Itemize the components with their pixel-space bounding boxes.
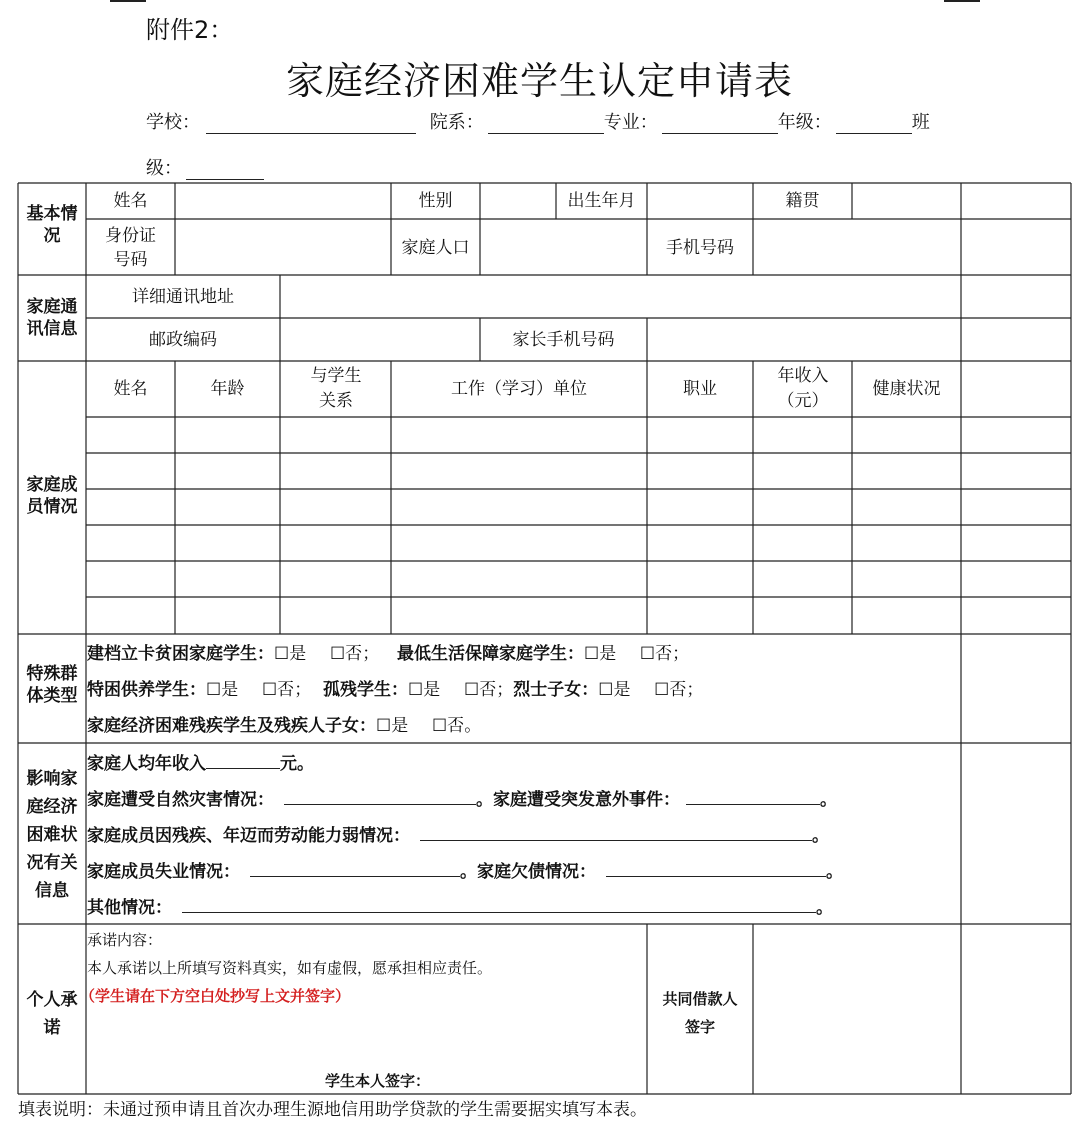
label-household: 家庭人口 — [401, 238, 470, 258]
debt-field[interactable] — [606, 860, 826, 877]
checkbox-no-icon[interactable]: ☐否 — [431, 716, 465, 736]
other-field[interactable] — [182, 896, 816, 913]
hardship-line-2: 家庭遭受自然灾害情况： 。家庭遭受突发意外事件： 。 — [87, 790, 837, 810]
checkbox-yes-icon[interactable]: ☐是 — [583, 644, 617, 664]
checkbox-yes-icon[interactable]: ☐是 — [376, 716, 409, 736]
student-signature-label: 学生本人签字： — [325, 1072, 431, 1090]
hardship-line-3: 家庭成员因残疾、年迈而劳动能力弱情况： 。 — [87, 826, 829, 846]
checkbox-no-icon[interactable]: ☐否 — [639, 644, 673, 664]
accident-field[interactable] — [686, 788, 820, 805]
checkbox-no-icon[interactable]: ☐否 — [463, 680, 497, 700]
attachment-label: 附件2： — [146, 16, 234, 44]
section-hardship: 影响家庭经济困难状况有关信息 — [26, 769, 78, 901]
header-member-occupation: 职业 — [683, 379, 717, 399]
checkbox-yes-icon[interactable]: ☐是 — [274, 644, 307, 664]
special-line-3: 家庭经济困难残疾学生及残疾人子女：☐是 ☐否。 — [87, 716, 482, 736]
label-parent-phone: 家长手机号码 — [512, 330, 615, 350]
section-promise: 个人承诺 — [26, 990, 78, 1038]
label-phone: 手机号码 — [666, 238, 734, 258]
header-member-workplace: 工作（学习）单位 — [451, 379, 587, 399]
header-member-age: 年龄 — [210, 379, 245, 399]
disability-field[interactable] — [420, 824, 812, 841]
section-contact: 家庭通讯信息 — [26, 297, 78, 339]
label-birth: 出生年月 — [567, 191, 636, 211]
section-special: 特殊群体类型 — [26, 664, 78, 706]
checkbox-yes-icon[interactable]: ☐是 — [408, 680, 441, 700]
school-label: 学校： — [146, 112, 200, 133]
section-basic: 基本情况 — [26, 204, 78, 246]
hardship-line-5: 其他情况： 。 — [87, 898, 833, 918]
header-member-name: 姓名 — [113, 379, 148, 399]
class-label-2: 级： — [146, 158, 182, 179]
section-members: 家庭成员情况 — [26, 475, 78, 517]
footer-note: 填表说明：未通过预申请且首次办理生源地信用助学贷款的学生需要据实填写本表。 — [18, 1100, 647, 1120]
class-label-1: 班 — [911, 112, 930, 133]
grade-label: 年级： — [777, 112, 832, 133]
header-member-income: 年收入（元） — [777, 366, 829, 411]
major-label: 专业： — [603, 112, 658, 133]
disaster-field[interactable] — [284, 788, 476, 805]
dept-label: 院系： — [429, 112, 484, 133]
checkbox-no-icon[interactable]: ☐否 — [654, 680, 687, 700]
page-title: 家庭经济困难学生认定申请表 — [285, 59, 793, 103]
header-member-health: 健康状况 — [872, 379, 941, 399]
label-gender: 性别 — [418, 191, 453, 211]
label-postcode: 邮政编码 — [149, 330, 217, 350]
label-origin: 籍贯 — [785, 191, 820, 211]
checkbox-yes-icon[interactable]: ☐是 — [598, 680, 631, 700]
co-borrower-signature-label: 共同借款人签字 — [662, 990, 738, 1036]
unemployment-field[interactable] — [250, 860, 460, 877]
special-line-2: 特困供养学生：☐是 ☐否； 孤残学生：☐是 ☐否；烈士子女：☐是 ☐否； — [87, 680, 704, 700]
special-line-1: 建档立卡贫困家庭学生：☐是 ☐否； 最低生活保障家庭学生：☐是 ☐否； — [87, 644, 690, 664]
label-address: 详细通讯地址 — [132, 287, 234, 307]
promise-red-note: （学生请在下方空白处抄写上文并签字） — [80, 987, 351, 1005]
checkbox-no-icon[interactable]: ☐否 — [329, 644, 363, 664]
label-name: 姓名 — [113, 191, 148, 211]
header-member-relation: 与学生关系 — [310, 366, 362, 411]
promise-heading: 承诺内容： — [87, 931, 163, 949]
label-id-number: 身份证号码 — [105, 226, 156, 270]
income-field[interactable] — [206, 752, 280, 769]
hardship-line-4: 家庭成员失业情况： 。家庭欠债情况： 。 — [87, 862, 843, 882]
checkbox-no-icon[interactable]: ☐否 — [261, 680, 295, 700]
checkbox-yes-icon[interactable]: ☐是 — [206, 680, 239, 700]
promise-text: 本人承诺以上所填写资料真实，如有虚假，愿承担相应责任。 — [87, 959, 493, 977]
hardship-line-1: 家庭人均年收入 元。 — [87, 754, 314, 774]
